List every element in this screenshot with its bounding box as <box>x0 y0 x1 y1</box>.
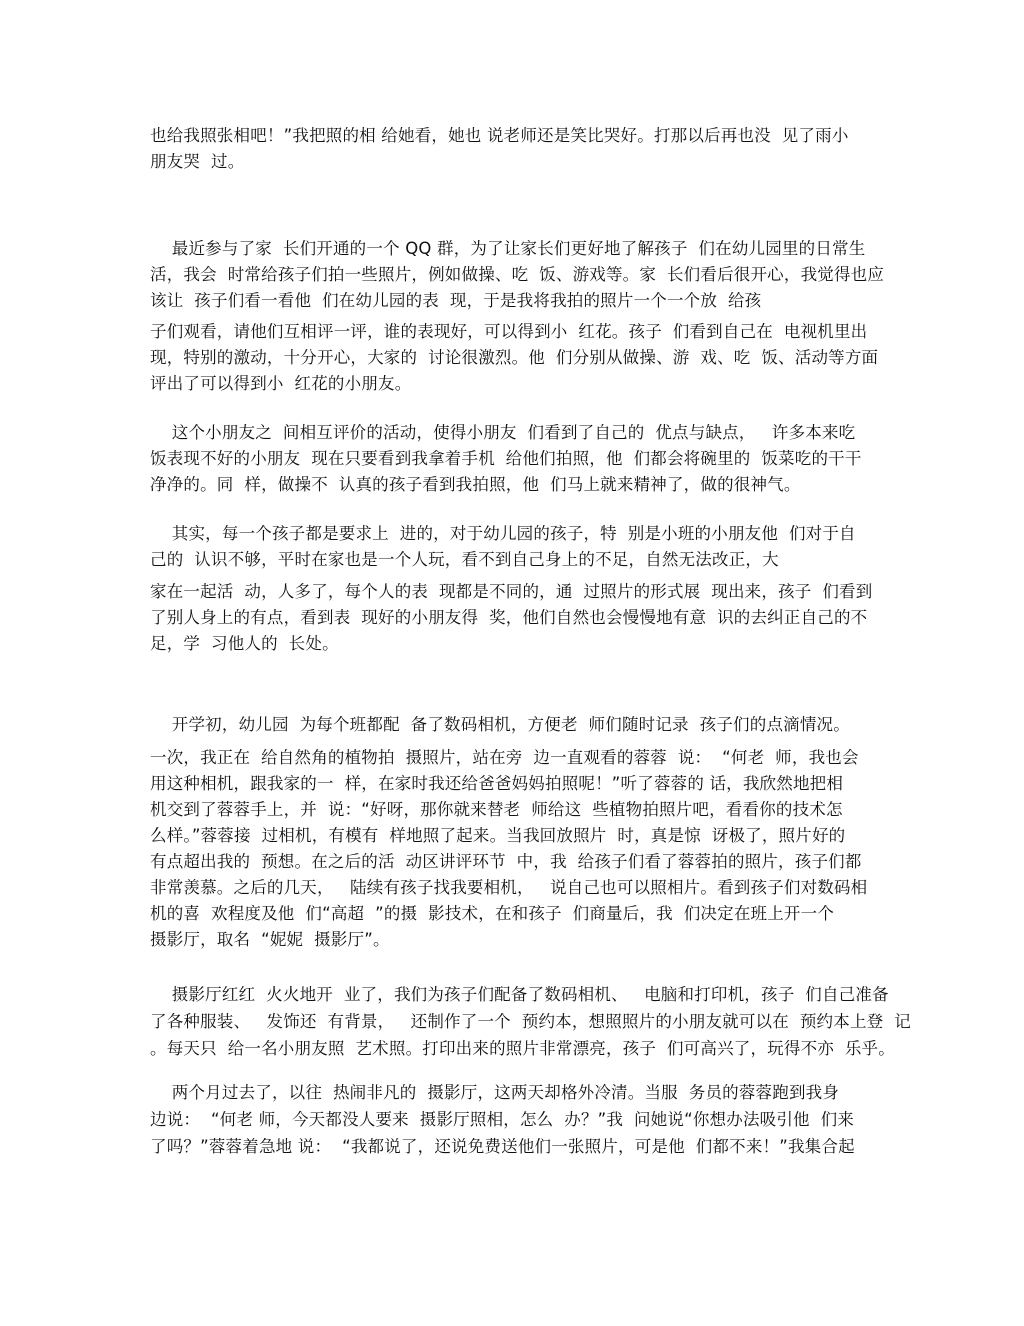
text-line: 了各种服装、 发饰还 有背景， 还制作了一个 预约本，想照照片的小朋友就可以在 预约本上登 记 <box>150 1012 911 1031</box>
text-line: 边说： “何老 师，今天都没人要来 摄影厅照相，怎么 办？”我 问她说“你想办法吸引他 们来 <box>150 1110 855 1129</box>
text-line: 机交到了蓉蓉手上，并 说：“好呀，那你就来替老 师给这 些植物拍照片吧，看看你的技术怎 <box>150 800 843 819</box>
text-line: 朋友哭 过。 <box>150 152 245 171</box>
text-line: 非常羡慕。之后的几天， 陆续有孩子找我要相机， 说自己也可以照相片。看到孩子们对数码相 <box>150 878 868 897</box>
text-line: 活，我会 时常给孩子们拍一些照片，例如做操、吃 饭、游戏等。家 长们看后很开心，我觉得也应 <box>150 265 885 284</box>
text-line: 己的 认识不够，平时在家也是一个人玩，看不到自己身上的不足，自然无法改正，大 <box>150 550 779 569</box>
text-line: 评出了可以得到小 红花的小朋友。 <box>150 374 412 393</box>
text-line: 足，学 习他人的 长处。 <box>150 634 339 653</box>
text-line: 么样。”蓉蓉接 过相机，有模有 样地照了起来。当我回放照片 时，真是惊 讶极了，照片好的 <box>150 826 846 845</box>
text-line: 这个小朋友之 间相互评价的活动，使得小朋友 们看到了自己的 优点与缺点， 许多本来吃 <box>150 423 856 442</box>
text-line: 了别人身上的有点，看到表 现好的小朋友得 奖，他们自然也会慢慢地有意 识的去纠正自己的不 <box>150 608 868 627</box>
text-line: 家在一起活 动，人多了，每个人的表 现都是不同的，通 过照片的形式展 现出来，孩子 们看到 <box>150 582 873 601</box>
text-line: 摄影厅红红 火火地开 业了，我们为孩子们配备了数码相机、 电脑和打印机，孩子 们自己准备 <box>150 985 889 1004</box>
text-line: 有点超出我的 预想。在之后的活 动区讲评环节 中，我 给孩子们看了蓉蓉拍的照片，孩子们都 <box>150 852 862 871</box>
text-line: 一次，我正在 给自然角的植物拍 摄照片，站在旁 边一直观看的蓉蓉 说： “何老 师，我也会 <box>150 748 859 767</box>
text-line: 也给我照张相吧！”我把照的相 给她看，她也 说老师还是笑比哭好。打那以后再也没 见了雨小 <box>150 126 849 145</box>
text-line: 净净的。同 样，做操不 认真的孩子看到我拍照，他 们马上就来精神了，做的很神气。 <box>150 475 801 494</box>
text-line: 用这种相机，跟我家的一 样，在家时我还给爸爸妈妈拍照呢！”听了蓉蓉的 话，我欣然地把相 <box>150 774 844 793</box>
text-line: 开学初，幼儿园 为每个班都配 备了数码相机，方便老 师们随时记录 孩子们的点滴情况。 <box>150 715 850 734</box>
text-line: 最近参与了家 长们开通的一个 QQ 群，为了让家长们更好地了解孩子 们在幼儿园里的日常生 <box>150 239 866 258</box>
text-line: 现，特别的激动，十分开心，大家的 讨论很激烈。他 们分别从做操、游 戏、吃 饭、活动等方面 <box>150 348 879 367</box>
text-line: 机的喜 欢程度及他 们“高超 ”的摄 影技术，在和孩子 们商量后，我 们决定在班上开一个 <box>150 904 835 923</box>
text-line: 两个月过去了，以往 热闹非凡的 摄影厅，这两天却格外冷清。当服 务员的蓉蓉跑到我身 <box>150 1083 840 1102</box>
text-line: 了吗？”蓉蓉着急地 说： “我都说了，还说免费送他们一张照片，可是他 们都不来！”我集合起 <box>150 1137 855 1156</box>
text-line: 其实，每一个孩子都是要求上 进的，对于幼儿园的孩子，特 别是小班的小朋友他 们对于自 <box>150 524 856 543</box>
text-line: 。每天只 给一名小朋友照 艺术照。打印出来的照片非常漂亮，孩子 们可高兴了，玩得不亦 乐乎。 <box>150 1039 895 1058</box>
text-line: 饭表现不好的小朋友 现在只要看到我拿着手机 给他们拍照，他 们都会将碗里的 饭菜吃的干干 <box>150 449 862 468</box>
text-line: 子们观看，请他们互相评一评，谁的表现好，可以得到小 红花。孩子 们看到自己在 电视机里出 <box>150 322 868 341</box>
text-line: 该让 孩子们看一看他 们在幼儿园的表 现，于是我将我拍的照片一个一个放 给孩 <box>150 291 762 310</box>
text-line: 摄影厅，取名 “妮妮 摄影厅”。 <box>150 930 390 949</box>
